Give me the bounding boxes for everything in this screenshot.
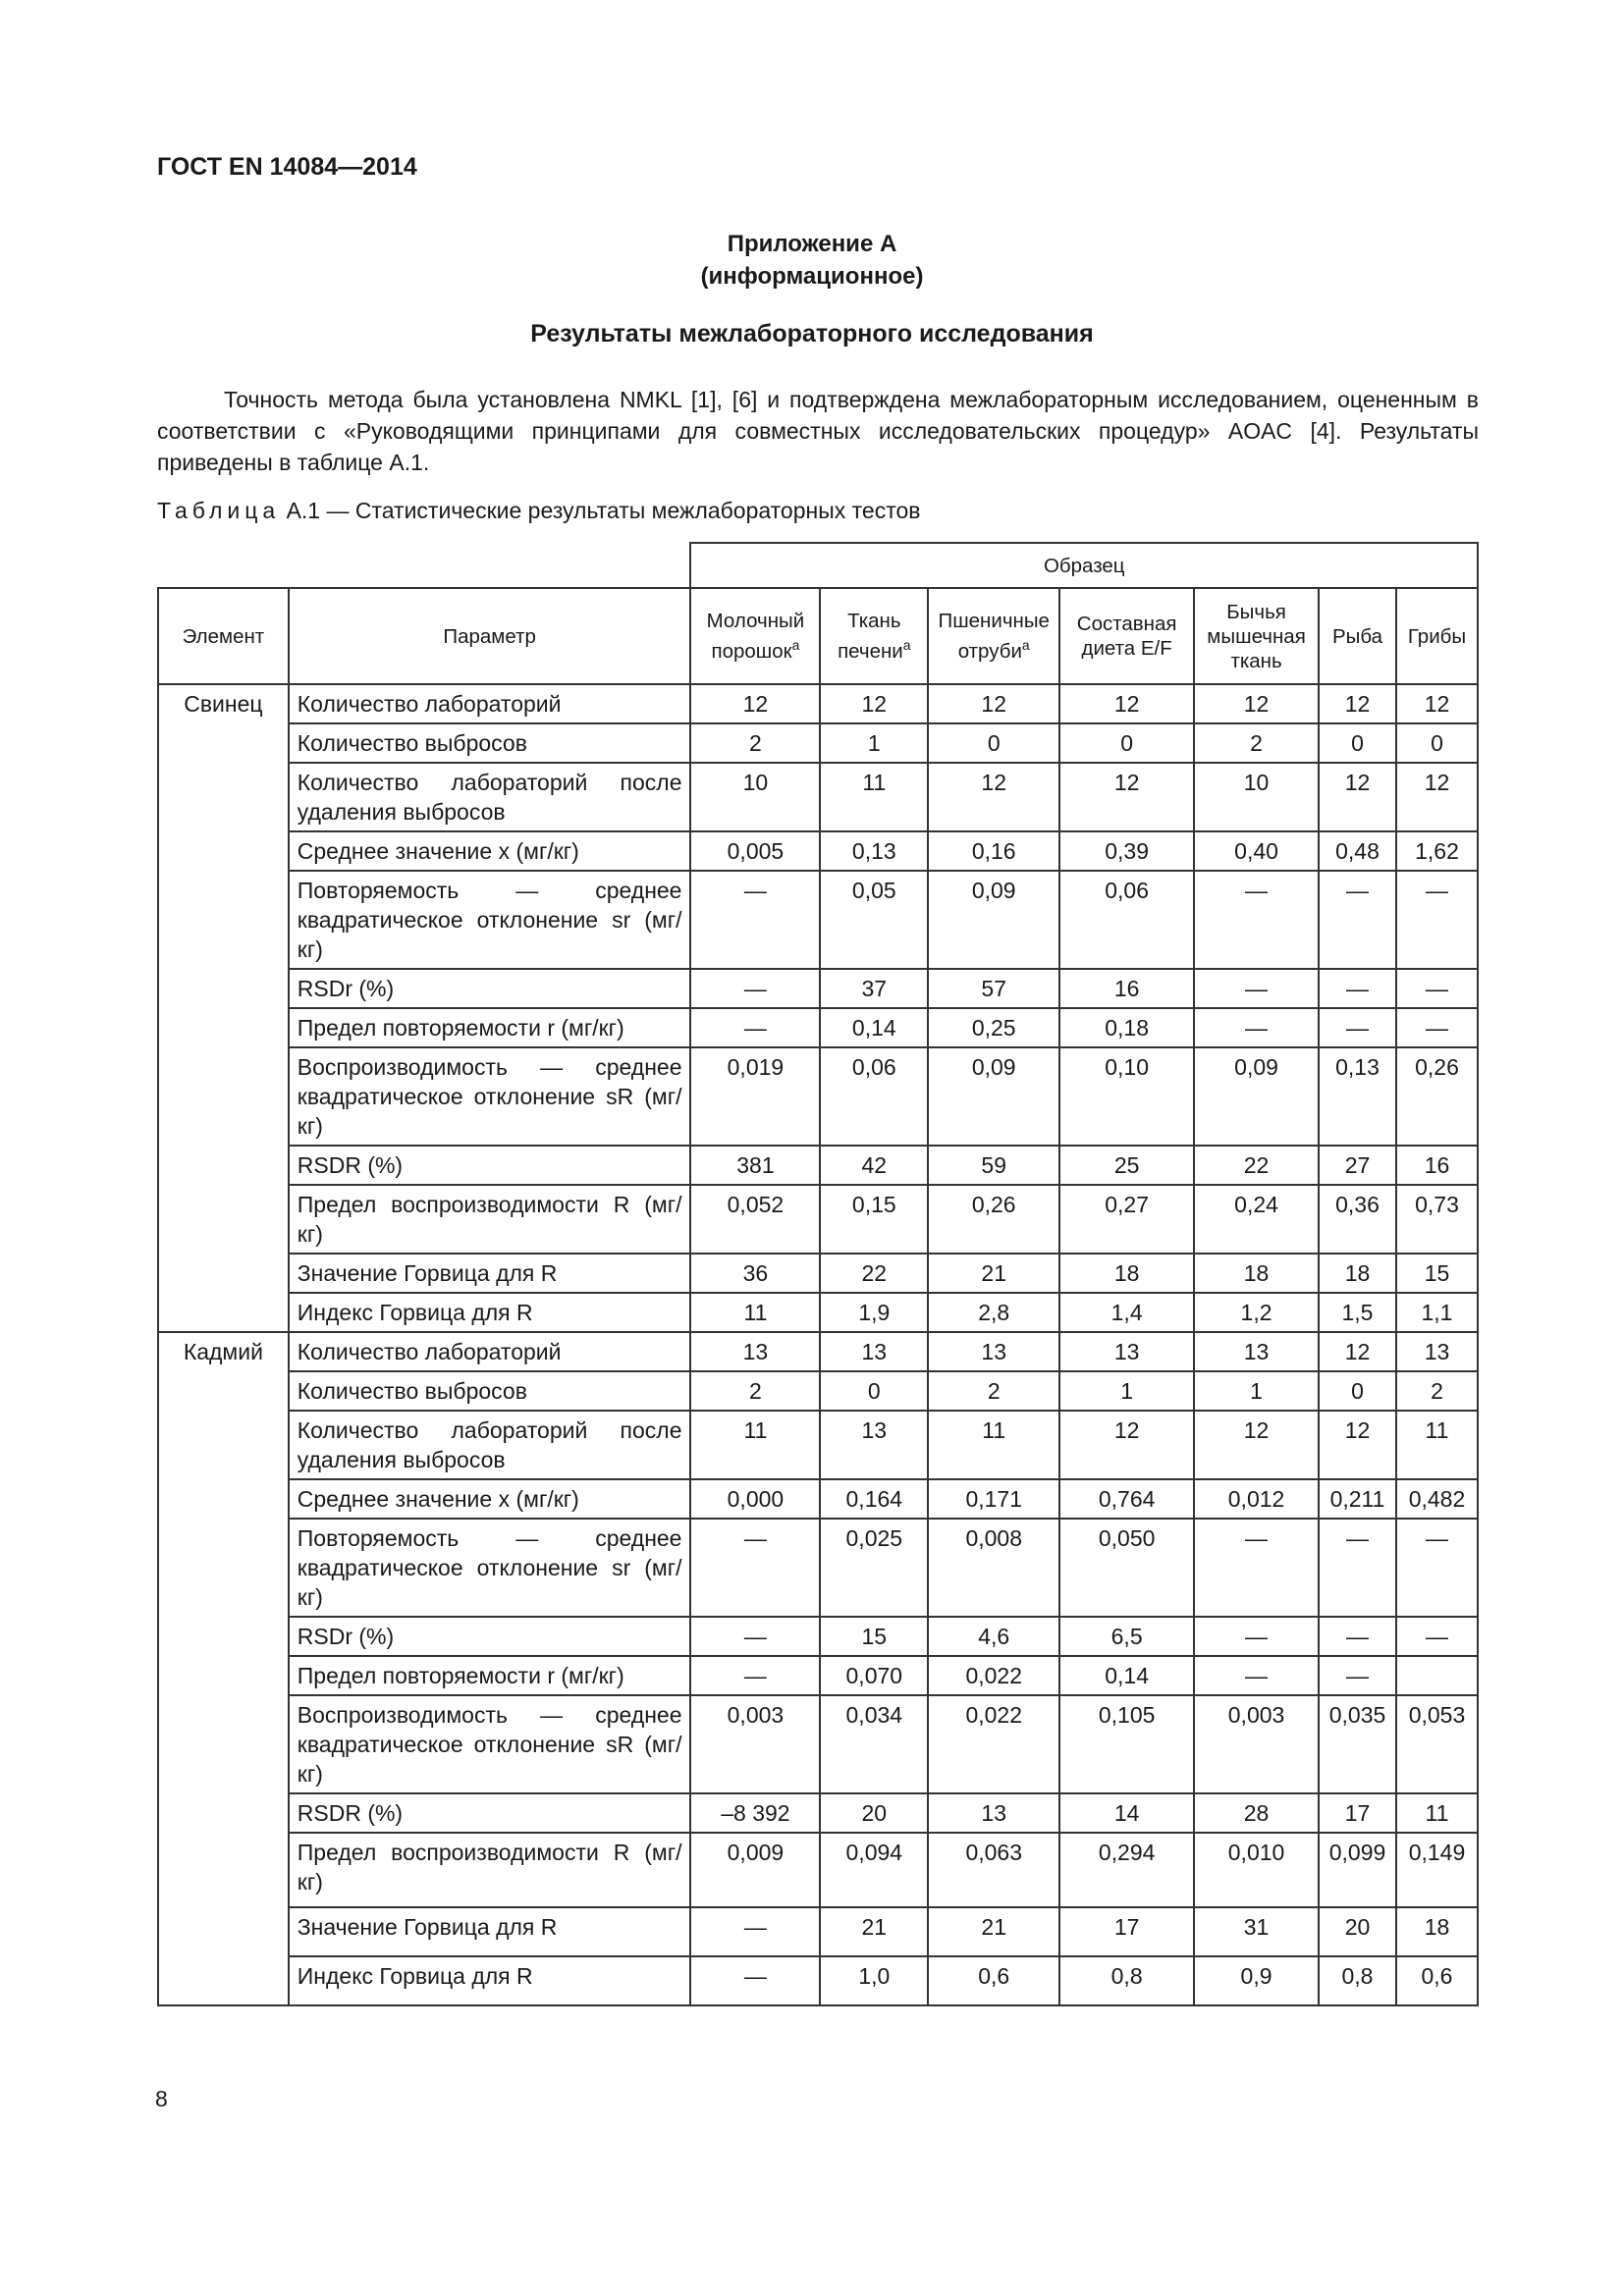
table-row [158, 969, 1478, 1008]
value-cell: — [1319, 1519, 1396, 1617]
intro-text: Точность метода была установлена NMKL [1], [6] и подтверждена межлабораторным исследованием, оцененным в соответствии с «Руководящими принципами для совместных исследовательских процедур» AOAC [4]. Результаты приведены в таблице А.1. [157, 387, 1479, 475]
table-row [158, 1332, 1478, 1371]
value-cell: 16 [1059, 969, 1194, 1008]
value-cell: 12 [820, 684, 928, 723]
parameter-cell: RSDr (%) [289, 969, 691, 1008]
value-cell: 13 [928, 1793, 1059, 1833]
value-cell: — [1396, 871, 1478, 969]
value-cell: 11 [1396, 1793, 1478, 1833]
sample-column-header [820, 588, 928, 684]
value-cell: 0,27 [1059, 1185, 1194, 1254]
value-cell: 0,15 [820, 1185, 928, 1254]
table-row [158, 1254, 1478, 1293]
value-cell: 2 [690, 1371, 820, 1411]
value-cell: 0,73 [1396, 1185, 1478, 1254]
sample-column-header [1319, 588, 1396, 684]
value-cell: 12 [1059, 684, 1194, 723]
sample-column-header [928, 588, 1059, 684]
parameter-cell: Количество выбросов [289, 1371, 691, 1411]
value-cell: 0,003 [1194, 1695, 1319, 1793]
value-cell: 6,5 [1059, 1617, 1194, 1656]
value-cell: 20 [1319, 1907, 1396, 1956]
value-cell: 0,171 [928, 1479, 1059, 1519]
value-cell: 0,019 [690, 1047, 820, 1146]
table-row [158, 1146, 1478, 1185]
parameter-cell: Повторяемость — среднее квадратическое отклонение sr (мг/кг) [289, 871, 691, 969]
table-group-header-row [158, 543, 1478, 588]
parameter-cell: RSDR (%) [289, 1793, 691, 1833]
value-cell: 0,009 [690, 1833, 820, 1907]
sample-column-header [690, 588, 820, 684]
value-cell: 0,36 [1319, 1185, 1396, 1254]
value-cell: 1,5 [1319, 1293, 1396, 1332]
value-cell: 27 [1319, 1146, 1396, 1185]
value-cell: 12 [1059, 763, 1194, 831]
table-row [158, 871, 1478, 969]
value-cell: 0,482 [1396, 1479, 1478, 1519]
table-row [158, 723, 1478, 763]
sample-name: Пшеничные отруби [938, 610, 1050, 663]
value-cell: 10 [1194, 763, 1319, 831]
value-cell: 2,8 [928, 1293, 1059, 1332]
value-cell: 2 [1194, 723, 1319, 763]
value-cell: — [690, 871, 820, 969]
value-cell: 10 [690, 763, 820, 831]
value-cell: 16 [1396, 1146, 1478, 1185]
value-cell: 0,035 [1319, 1695, 1396, 1793]
value-cell: 0,005 [690, 831, 820, 871]
sample-name: Бычья мышечная ткань [1207, 600, 1306, 672]
value-cell: — [1319, 871, 1396, 969]
value-cell: — [690, 1656, 820, 1695]
value-cell: — [690, 1907, 820, 1956]
value-cell: 1,62 [1396, 831, 1478, 871]
parameter-cell: Индекс Горвица для R [289, 1293, 691, 1332]
value-cell: 0,26 [1396, 1047, 1478, 1146]
footnote-marker: a [902, 637, 911, 654]
value-cell: — [1194, 969, 1319, 1008]
value-cell: 0,070 [820, 1656, 928, 1695]
value-cell: 1,1 [1396, 1293, 1478, 1332]
value-cell: 21 [928, 1907, 1059, 1956]
table-header-blank [158, 543, 690, 588]
value-cell: 0,105 [1059, 1695, 1194, 1793]
parameter-cell: Предел повторяемости r (мг/кг) [289, 1656, 691, 1695]
value-cell: 1,2 [1194, 1293, 1319, 1332]
sample-group-header: Образец [690, 543, 1478, 588]
value-cell: 0,294 [1059, 1833, 1194, 1907]
value-cell: 0,26 [928, 1185, 1059, 1254]
value-cell: 1 [1194, 1371, 1319, 1411]
value-cell: 0,8 [1059, 1956, 1194, 2005]
value-cell: 11 [820, 763, 928, 831]
value-cell: — [690, 1956, 820, 2005]
value-cell: 0 [820, 1371, 928, 1411]
table-row [158, 1185, 1478, 1254]
value-cell: 12 [1319, 763, 1396, 831]
value-cell: 59 [928, 1146, 1059, 1185]
value-cell: — [1319, 1008, 1396, 1047]
value-cell: 13 [690, 1332, 820, 1371]
value-cell: 1,4 [1059, 1293, 1194, 1332]
value-cell: — [1194, 1519, 1319, 1617]
table-caption-text: А.1 — Статистические результаты межлабораторных тестов [280, 498, 921, 523]
parameter-cell: Предел воспроизводимости R (мг/кг) [289, 1833, 691, 1907]
value-cell: 0,025 [820, 1519, 928, 1617]
value-cell: 11 [928, 1411, 1059, 1479]
parameter-cell: Количество лабораторий после удаления выбросов [289, 1411, 691, 1479]
sample-name: Рыба [1331, 624, 1383, 648]
value-cell: 21 [928, 1254, 1059, 1293]
value-cell: 13 [820, 1332, 928, 1371]
value-cell: 2 [690, 723, 820, 763]
value-cell: 12 [1194, 684, 1319, 723]
value-cell: — [1319, 1617, 1396, 1656]
table-row [158, 1956, 1478, 2005]
value-cell: 0,008 [928, 1519, 1059, 1617]
table-caption [157, 498, 921, 524]
value-cell: 12 [1319, 684, 1396, 723]
value-cell: 14 [1059, 1793, 1194, 1833]
value-cell: 0 [1319, 723, 1396, 763]
value-cell: 18 [1396, 1907, 1478, 1956]
value-cell: 20 [820, 1793, 928, 1833]
page-number: 8 [155, 2086, 168, 2111]
value-cell [1396, 1656, 1478, 1695]
value-cell: 0,05 [820, 871, 928, 969]
value-cell: — [690, 1617, 820, 1656]
value-cell: 0,9 [1194, 1956, 1319, 2005]
value-cell: — [690, 1519, 820, 1617]
table-row [158, 1656, 1478, 1695]
value-cell: 0,39 [1059, 831, 1194, 871]
value-cell: 15 [1396, 1254, 1478, 1293]
parameter-cell: Значение Горвица для R [289, 1254, 691, 1293]
parameter-cell: Индекс Горвица для R [289, 1956, 691, 2005]
parameter-cell: RSDr (%) [289, 1617, 691, 1656]
value-cell: 12 [1194, 1411, 1319, 1479]
value-cell: 0,022 [928, 1656, 1059, 1695]
value-cell: — [1396, 1617, 1478, 1656]
parameter-cell: RSDR (%) [289, 1146, 691, 1185]
value-cell: 42 [820, 1146, 928, 1185]
parameter-cell: Воспроизводимость — среднее квадратическое отклонение sR (мг/кг) [289, 1047, 691, 1146]
table-row [158, 1411, 1478, 1479]
footnote-marker: a [1021, 637, 1030, 654]
value-cell: 0,022 [928, 1695, 1059, 1793]
value-cell: — [1396, 1519, 1478, 1617]
value-cell: 0 [1396, 723, 1478, 763]
appendix-label: Приложение А [727, 231, 897, 257]
parameter-cell: Воспроизводимость — среднее квадратическое отклонение sR (мг/кг) [289, 1695, 691, 1793]
value-cell: 18 [1194, 1254, 1319, 1293]
value-cell: 0,48 [1319, 831, 1396, 871]
parameter-cell: Количество выбросов [289, 723, 691, 763]
sample-name: Молочный порошок [706, 610, 805, 663]
value-cell: — [690, 1008, 820, 1047]
value-cell: 11 [690, 1293, 820, 1332]
value-cell: 0,053 [1396, 1695, 1478, 1793]
value-cell: 36 [690, 1254, 820, 1293]
footnote-marker: a [791, 637, 800, 654]
sample-name: Составная диета E/F [1076, 613, 1177, 660]
value-cell: 1 [1059, 1371, 1194, 1411]
appendix-title [0, 228, 1624, 293]
value-cell: — [1319, 1656, 1396, 1695]
parameter-cell: Количество лабораторий после удаления выбросов [289, 763, 691, 831]
value-cell: 0,40 [1194, 831, 1319, 871]
value-cell: 0,764 [1059, 1479, 1194, 1519]
value-cell: 13 [928, 1332, 1059, 1371]
value-cell: 21 [820, 1907, 928, 1956]
table-row [158, 1371, 1478, 1411]
table-row [158, 1293, 1478, 1332]
table-row [158, 1479, 1478, 1519]
value-cell: 0,09 [1194, 1047, 1319, 1146]
value-cell: 0,050 [1059, 1519, 1194, 1617]
value-cell: 0,13 [1319, 1047, 1396, 1146]
value-cell: 0,6 [1396, 1956, 1478, 2005]
value-cell: 4,6 [928, 1617, 1059, 1656]
value-cell: — [1194, 1656, 1319, 1695]
value-cell: 0,10 [1059, 1047, 1194, 1146]
parameter-cell: Предел повторяемости r (мг/кг) [289, 1008, 691, 1047]
value-cell: 13 [1194, 1332, 1319, 1371]
parameter-cell: Предел воспроизводимости R (мг/кг) [289, 1185, 691, 1254]
value-cell: 57 [928, 969, 1059, 1008]
value-cell: 381 [690, 1146, 820, 1185]
value-cell: — [1396, 969, 1478, 1008]
value-cell: 15 [820, 1617, 928, 1656]
sample-column-header [1396, 588, 1478, 684]
value-cell: 25 [1059, 1146, 1194, 1185]
value-cell: 0,14 [1059, 1656, 1194, 1695]
table-row [158, 1907, 1478, 1956]
element-cell: Свинец [158, 684, 289, 1332]
element-cell: Кадмий [158, 1332, 289, 2005]
table-row [158, 1047, 1478, 1146]
value-cell: 0 [928, 723, 1059, 763]
value-cell: 0,06 [1059, 871, 1194, 969]
value-cell: 12 [1396, 684, 1478, 723]
parameter-cell: Количество лабораторий [289, 684, 691, 723]
value-cell: 0,09 [928, 1047, 1059, 1146]
value-cell: 1,0 [820, 1956, 928, 2005]
value-cell: 1 [820, 723, 928, 763]
value-cell: 0,099 [1319, 1833, 1396, 1907]
value-cell: 0 [1319, 1371, 1396, 1411]
value-cell: 1,9 [820, 1293, 928, 1332]
table-row [158, 1695, 1478, 1793]
value-cell: 2 [928, 1371, 1059, 1411]
value-cell: 11 [1396, 1411, 1478, 1479]
value-cell: 0,094 [820, 1833, 928, 1907]
value-cell: –8 392 [690, 1793, 820, 1833]
parameter-column-header: Параметр [289, 588, 691, 684]
table-body [158, 684, 1478, 2005]
value-cell: 0,034 [820, 1695, 928, 1793]
sample-name: Ткань печени [838, 610, 903, 663]
document-code: ГОСТ EN 14084—2014 [157, 153, 417, 181]
value-cell: — [1319, 969, 1396, 1008]
parameter-cell: Повторяемость — среднее квадратическое отклонение sr (мг/кг) [289, 1519, 691, 1617]
sample-column-header [1194, 588, 1319, 684]
value-cell: 12 [690, 684, 820, 723]
value-cell: 17 [1319, 1793, 1396, 1833]
value-cell: 12 [1319, 1411, 1396, 1479]
table-row [158, 1519, 1478, 1617]
table-caption-label: Таблица [157, 498, 281, 523]
value-cell: 2 [1396, 1371, 1478, 1411]
value-cell: 12 [928, 763, 1059, 831]
table-row [158, 1833, 1478, 1907]
sample-column-header [1059, 588, 1194, 684]
value-cell: 0,052 [690, 1185, 820, 1254]
parameter-cell: Среднее значение x (мг/кг) [289, 831, 691, 871]
value-cell: 12 [1396, 763, 1478, 831]
table-column-header-row [158, 588, 1478, 684]
parameter-cell: Количество лабораторий [289, 1332, 691, 1371]
value-cell: 0,18 [1059, 1008, 1194, 1047]
value-cell: 17 [1059, 1907, 1194, 1956]
value-cell: 0,211 [1319, 1479, 1396, 1519]
parameter-cell: Значение Горвица для R [289, 1907, 691, 1956]
value-cell: 0 [1059, 723, 1194, 763]
value-cell: 13 [820, 1411, 928, 1479]
intro-paragraph [157, 384, 1479, 478]
value-cell: — [1194, 1617, 1319, 1656]
value-cell: — [1396, 1008, 1478, 1047]
value-cell: 0,012 [1194, 1479, 1319, 1519]
value-cell: 0,16 [928, 831, 1059, 871]
value-cell: 13 [1396, 1332, 1478, 1371]
value-cell: 0,6 [928, 1956, 1059, 2005]
value-cell: 12 [1319, 1332, 1396, 1371]
table-row [158, 1008, 1478, 1047]
table-row [158, 763, 1478, 831]
value-cell: 12 [928, 684, 1059, 723]
value-cell: 0,000 [690, 1479, 820, 1519]
value-cell: 0,164 [820, 1479, 928, 1519]
value-cell: 0,149 [1396, 1833, 1478, 1907]
appendix-status: (информационное) [700, 263, 924, 290]
value-cell: — [1194, 871, 1319, 969]
sample-name: Грибы [1407, 624, 1467, 648]
value-cell: 13 [1059, 1332, 1194, 1371]
element-column-header: Элемент [158, 588, 289, 684]
value-cell: 22 [1194, 1146, 1319, 1185]
value-cell: 0,24 [1194, 1185, 1319, 1254]
value-cell: 0,06 [820, 1047, 928, 1146]
value-cell: 0,8 [1319, 1956, 1396, 2005]
value-cell: 0,063 [928, 1833, 1059, 1907]
table-row [158, 1793, 1478, 1833]
value-cell: 0,13 [820, 831, 928, 871]
value-cell: 0,010 [1194, 1833, 1319, 1907]
section-title: Результаты межлабораторного исследования [530, 320, 1094, 347]
value-cell: 0,003 [690, 1695, 820, 1793]
value-cell: 18 [1059, 1254, 1194, 1293]
value-cell: 28 [1194, 1793, 1319, 1833]
value-cell: 0,09 [928, 871, 1059, 969]
value-cell: 18 [1319, 1254, 1396, 1293]
table-row [158, 831, 1478, 871]
results-table [157, 542, 1479, 2006]
value-cell: 11 [690, 1411, 820, 1479]
parameter-cell: Среднее значение x (мг/кг) [289, 1479, 691, 1519]
value-cell: 0,14 [820, 1008, 928, 1047]
value-cell: 31 [1194, 1907, 1319, 1956]
value-cell: — [690, 969, 820, 1008]
value-cell: — [1194, 1008, 1319, 1047]
table-row [158, 1617, 1478, 1656]
table-row [158, 684, 1478, 723]
value-cell: 37 [820, 969, 928, 1008]
value-cell: 22 [820, 1254, 928, 1293]
value-cell: 12 [1059, 1411, 1194, 1479]
value-cell: 0,25 [928, 1008, 1059, 1047]
